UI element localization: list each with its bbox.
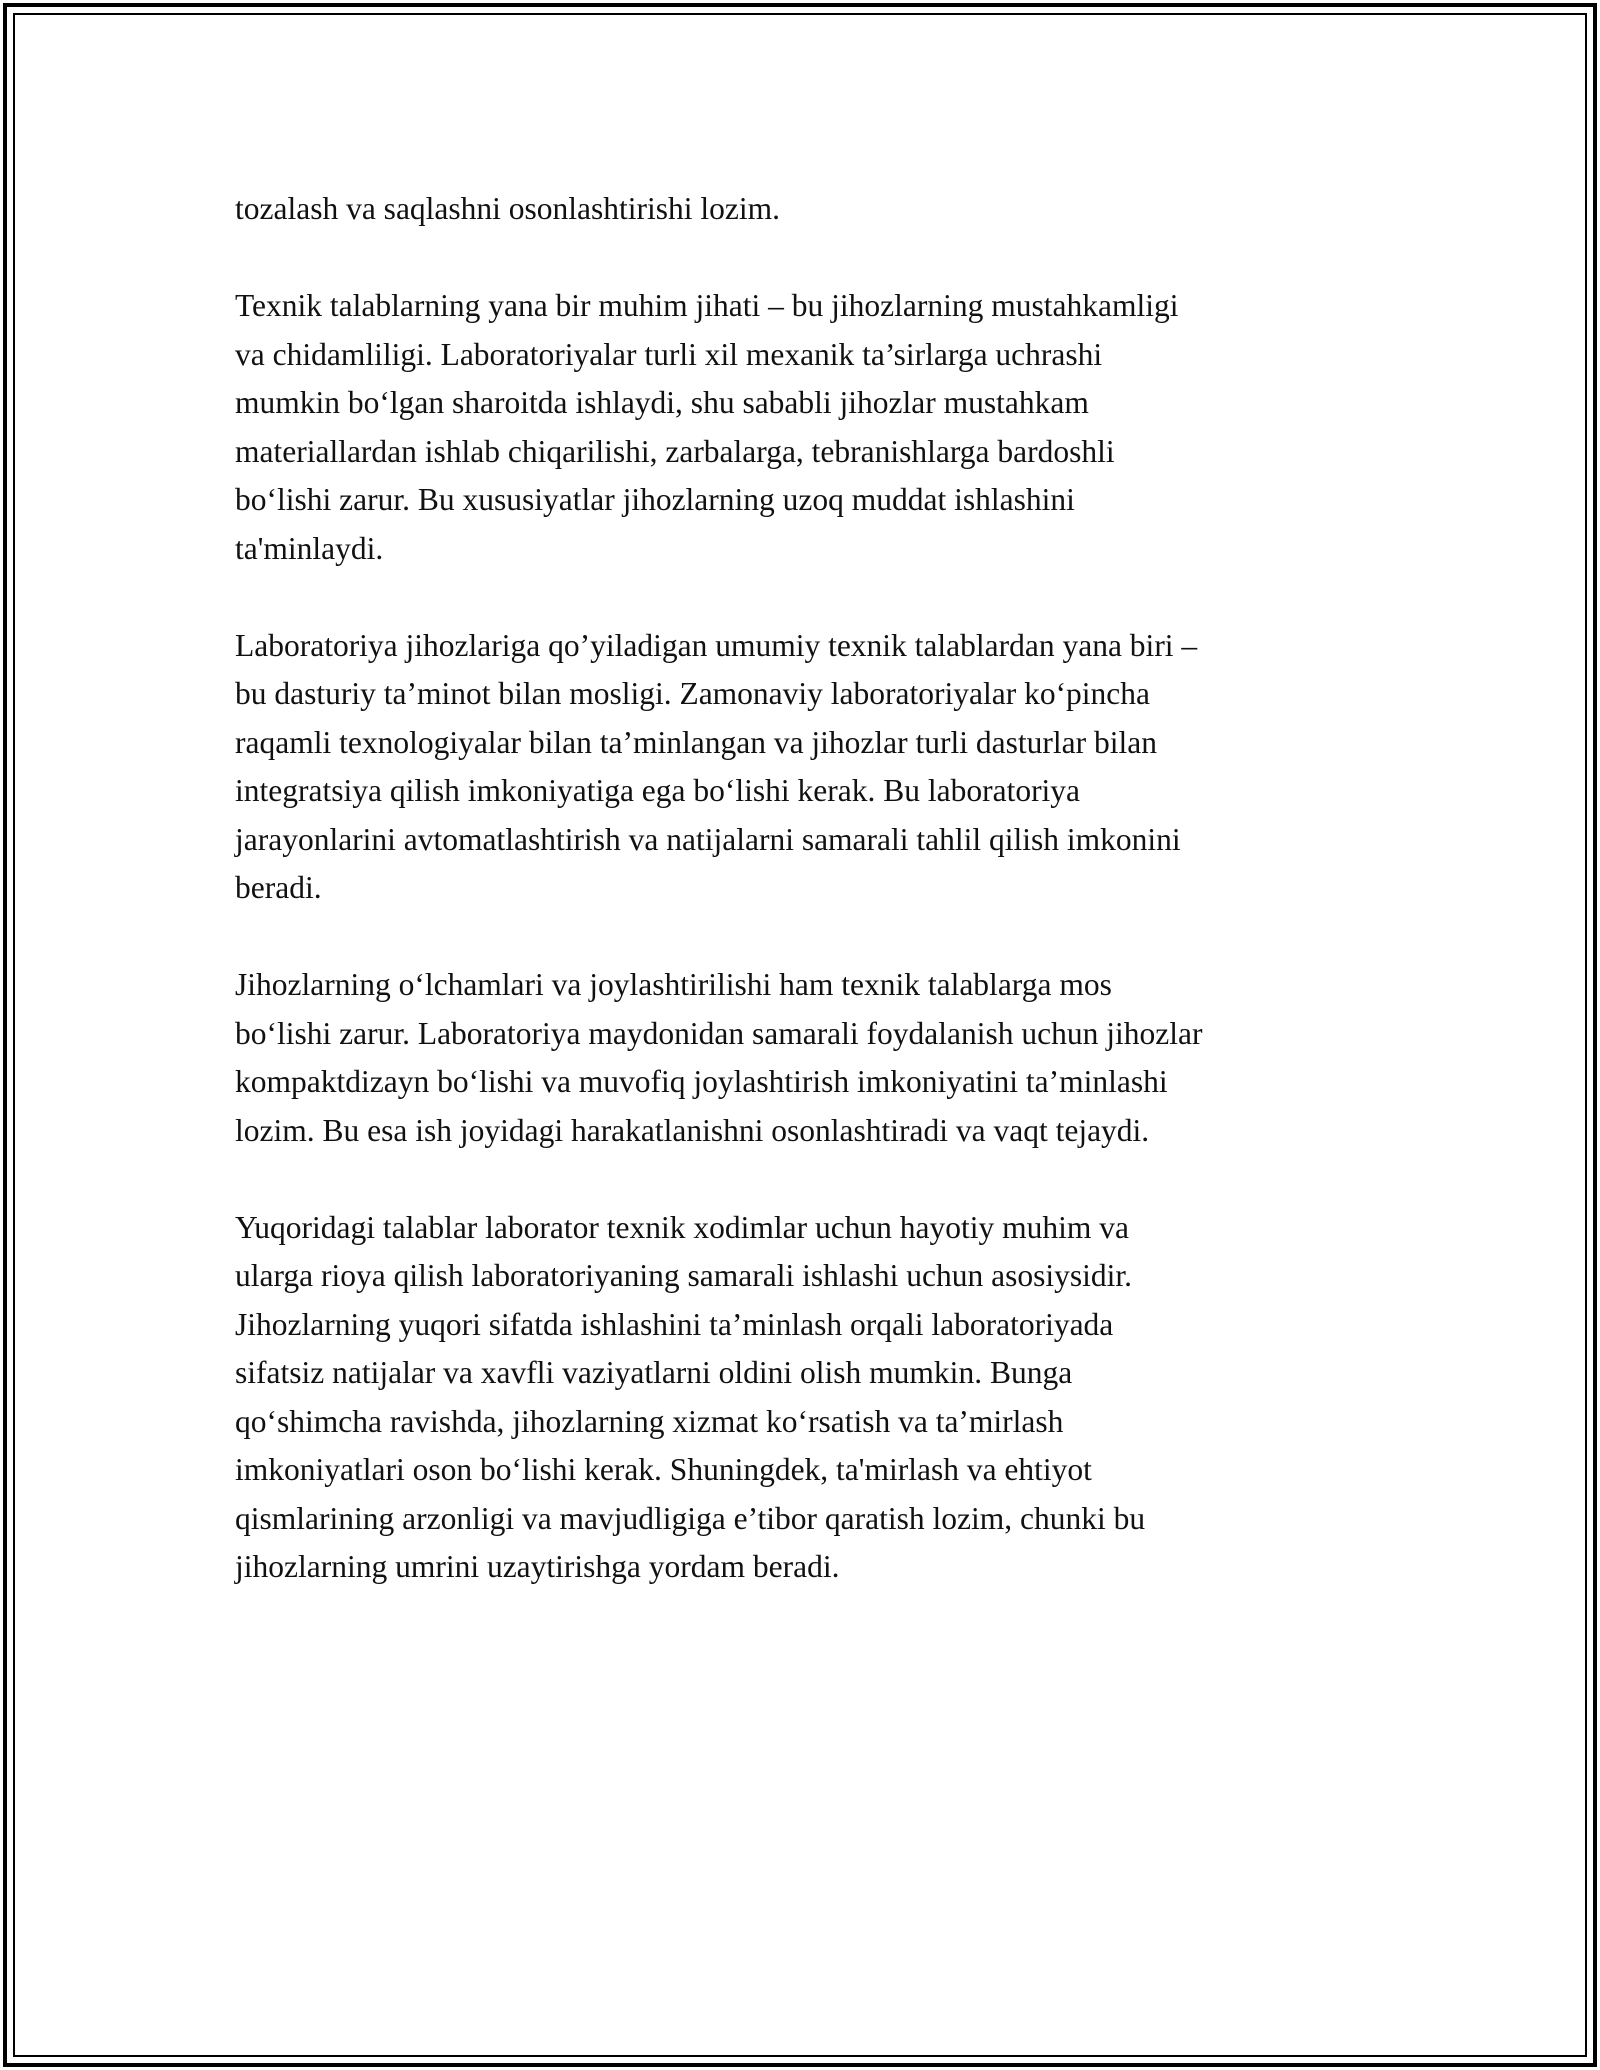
text-line: sifatsiz natijalar va xavfli vaziyatlarni oldini olish mumkin. Bunga: [235, 1355, 1073, 1390]
text-line: kompaktdizayn bo‘lishi va muvofiq joylashtirish imkoniyatini ta’minlashi: [235, 1064, 1168, 1099]
paragraph-5: [235, 1204, 1370, 1592]
text-line: bo‘lishi zarur. Bu xususiyatlar jihozlarning uzoq muddat ishlashini: [235, 482, 1075, 517]
text-line: materiallardan ishlab chiqarilishi, zarbalarga, tebranishlarga bardoshli: [235, 433, 1115, 469]
paragraph-1: [235, 185, 1370, 234]
text-line: raqamli texnologiyalar bilan ta’minlangan va jihozlar turli dasturlar bilan: [235, 724, 1157, 760]
text-line: tozalash va saqlashni osonlashtirishi lozim.: [235, 191, 781, 226]
text-line: bu dasturiy ta’minot bilan mosligi. Zamonaviy laboratoriyalar ko‘pincha: [235, 676, 1151, 711]
text-line: bo‘lishi zarur. Laboratoriya maydonidan samarali foydalanish uchun jihozlar: [235, 1015, 1203, 1051]
paragraph-2: [235, 282, 1370, 573]
text-line: lozim. Bu esa ish joyidagi harakatlanishni osonlashtiradi va vaqt tejaydi.: [235, 1112, 1150, 1148]
text-line: jihozlarning umrini uzaytirishga yordam beradi.: [235, 1549, 840, 1584]
text-line: imkoniyatlari oson bo‘lishi kerak. Shuningdek, ta'mirlash va ehtiyot: [235, 1452, 1092, 1487]
text-line: ta'minlaydi.: [235, 530, 384, 566]
text-line: Texnik talablarning yana bir muhim jihati – bu jihozlarning mustahkamligi: [235, 288, 1179, 323]
paragraph-3: [235, 622, 1370, 913]
text-line: integratsiya qilish imkoniyatiga ega bo‘lishi kerak. Bu laboratoriya: [235, 773, 1081, 808]
text-line: qismlarining arzonligi va mavjudligiga e’tibor qaratish lozim, chunki bu: [235, 1500, 1146, 1536]
text-line: ularga rioya qilish laboratoriyaning samarali ishlashi uchun asosiysidir.: [235, 1258, 1132, 1293]
text-line: jarayonlarini avtomatlashtirish va natijalarni samarali tahlil qilish imkonini: [235, 821, 1181, 857]
text-line: Jihozlarning yuqori sifatda ishlashini ta’minlash orqali laboratoriyada: [235, 1306, 1114, 1342]
text-line: qo‘shimcha ravishda, jihozlarning xizmat ko‘rsatish va ta’mirlash: [235, 1403, 1064, 1439]
text-line: Jihozlarning o‘lchamlari va joylashtirilishi ham texnik talablarga mos: [235, 967, 1112, 1002]
text-line: Yuqoridagi talablar laborator texnik xodimlar uchun hayotiy muhim va: [235, 1209, 1130, 1245]
text-line: beradi.: [235, 870, 322, 905]
paragraph-4: [235, 961, 1370, 1155]
text-line: Laboratoriya jihozlariga qo’yiladigan umumiy texnik talablardan yana biri –: [235, 627, 1198, 663]
document-body: [235, 185, 1370, 1640]
text-line: mumkin bo‘lgan sharoitda ishlaydi, shu sababli jihozlar mustahkam: [235, 385, 1089, 420]
text-line: va chidamliligi. Laboratoriyalar turli xil mexanik ta’sirlarga uchrashi: [235, 336, 1103, 372]
